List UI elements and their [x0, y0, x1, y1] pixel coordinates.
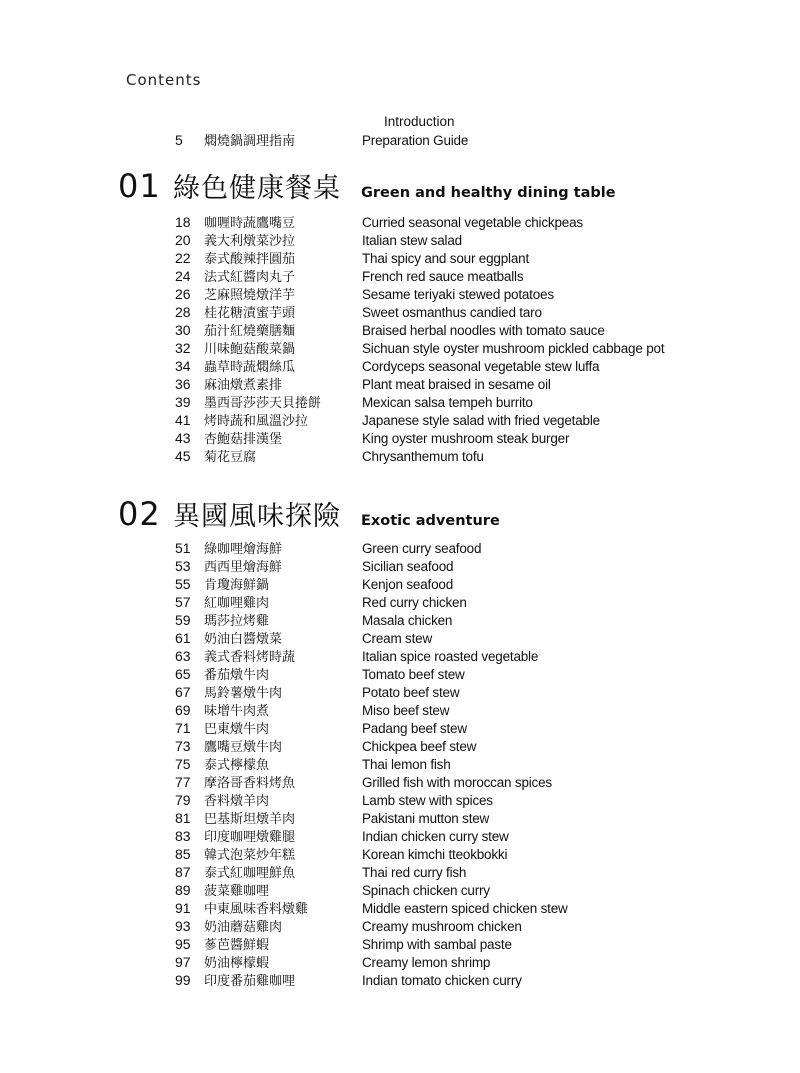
entry-title-zh: 番茄燉牛肉 — [204, 668, 270, 683]
entry-title-zh: 印度咖哩燉雞腿 — [204, 830, 296, 845]
entry-title-zh: 烤時蔬和風溫沙拉 — [204, 414, 309, 429]
section-title-zh: 異國風味探險 — [173, 501, 341, 532]
entry-title-en: Tomato beef stew — [362, 667, 465, 682]
toc-entry — [175, 249, 664, 267]
toc-entry — [175, 429, 664, 447]
page-number: 61 — [175, 630, 191, 646]
page-number: 51 — [175, 540, 191, 556]
toc-entry — [175, 393, 664, 411]
toc-entry — [175, 773, 568, 791]
entry-title-en: Grilled fish with moroccan spices — [362, 775, 552, 790]
entry-title-en: Indian tomato chicken curry — [362, 973, 522, 988]
page-number: 5 — [175, 132, 183, 148]
section-02-list — [175, 539, 568, 989]
entry-title-zh: 摩洛哥香料烤魚 — [204, 776, 296, 791]
entry-title-zh: 綠咖哩燴海鮮 — [204, 542, 283, 557]
entry-title-zh: 燜燒鍋調理指南 — [204, 134, 296, 149]
entry-title-zh: 川味鮑菇酸菜鍋 — [204, 342, 296, 357]
entry-title-en: Red curry chicken — [362, 595, 467, 610]
toc-entry — [175, 357, 664, 375]
entry-title-en: Thai lemon fish — [362, 757, 451, 772]
page-number: 81 — [175, 810, 191, 826]
entry-title-zh: 泰式紅咖哩鮮魚 — [204, 866, 296, 881]
toc-entry — [175, 719, 568, 737]
toc-entry — [175, 665, 568, 683]
entry-title-en: Italian stew salad — [362, 233, 462, 248]
section-02-header — [118, 494, 500, 533]
section-number: 01 — [118, 167, 161, 205]
entry-title-en: Cream stew — [362, 631, 433, 646]
page-number: 30 — [175, 322, 191, 338]
section-title-zh: 綠色健康餐桌 — [173, 173, 341, 204]
entry-title-zh: 蟲草時蔬燜絲瓜 — [204, 360, 296, 375]
toc-entry — [175, 611, 568, 629]
entry-title-zh: 味增牛肉煮 — [204, 704, 270, 719]
entry-title-zh: 鷹嘴豆燉牛肉 — [204, 740, 283, 755]
page-number: 77 — [175, 774, 191, 790]
entry-title-zh: 義大利燉菜沙拉 — [204, 234, 296, 249]
toc-entry — [175, 647, 568, 665]
entry-title-en: Sichuan style oyster mushroom pickled cabbage pot — [362, 341, 665, 356]
toc-entry — [175, 447, 664, 465]
entry-title-en: Braised herbal noodles with tomato sauce — [362, 323, 605, 338]
entry-title-zh: 墨西哥莎莎天貝捲餅 — [204, 396, 322, 411]
entry-title-en: Lamb stew with spices — [362, 793, 493, 808]
toc-entry — [175, 935, 568, 953]
entry-title-en: Padang beef stew — [362, 721, 467, 736]
toc-entry — [175, 285, 664, 303]
page-number: 83 — [175, 828, 191, 844]
toc-entry — [175, 971, 568, 989]
page-number: 89 — [175, 882, 191, 898]
entry-title-en: Curried seasonal vegetable chickpeas — [362, 215, 583, 230]
toc-entry — [175, 231, 664, 249]
entry-title-zh: 奶油蘑菇雞肉 — [204, 920, 283, 935]
toc-entry — [175, 899, 568, 917]
page-number: 85 — [175, 846, 191, 862]
toc-entry — [175, 881, 568, 899]
entry-title-en: Creamy mushroom chicken — [362, 919, 522, 934]
entry-title-en: Creamy lemon shrimp — [362, 955, 491, 970]
entry-title-zh: 瑪莎拉烤雞 — [204, 614, 270, 629]
entry-title-zh: 奶油檸檬蝦 — [204, 956, 270, 971]
page-number: 97 — [175, 954, 191, 970]
entry-title-en: Green curry seafood — [362, 541, 482, 556]
page-number: 63 — [175, 648, 191, 664]
entry-title-zh: 菊花豆腐 — [204, 450, 257, 465]
page-number: 65 — [175, 666, 191, 682]
toc-entry — [175, 213, 664, 231]
page-number: 93 — [175, 918, 191, 934]
toc-entry — [175, 827, 568, 845]
section-01-list — [175, 213, 664, 465]
entry-title-en: King oyster mushroom steak burger — [362, 431, 570, 446]
entry-title-zh: 義式香料烤時蔬 — [204, 650, 296, 665]
page-number: 39 — [175, 394, 191, 410]
entry-title-en: Miso beef stew — [362, 703, 450, 718]
page-number: 59 — [175, 612, 191, 628]
toc-entry — [175, 375, 664, 393]
page-number: 26 — [175, 286, 191, 302]
page-number: 41 — [175, 412, 191, 428]
toc-entry — [175, 953, 568, 971]
entry-title-en: Indian chicken curry stew — [362, 829, 509, 844]
page-number: 22 — [175, 250, 191, 266]
page-number: 24 — [175, 268, 191, 284]
page-number: 18 — [175, 214, 191, 230]
page-number: 43 — [175, 430, 191, 446]
toc-entry — [175, 629, 568, 647]
entry-title-zh: 紅咖哩雞肉 — [204, 596, 270, 611]
entry-title-en: Kenjon seafood — [362, 577, 454, 592]
entry-title-en: Mexican salsa tempeh burrito — [362, 395, 533, 410]
page-number: 57 — [175, 594, 191, 610]
toc-entry — [175, 683, 568, 701]
page-number: 71 — [175, 720, 191, 736]
toc-entry — [175, 593, 568, 611]
page-number: 28 — [175, 304, 191, 320]
toc-entry — [175, 339, 664, 357]
entry-title-en: Italian spice roasted vegetable — [362, 649, 539, 664]
toc-entry — [175, 303, 664, 321]
entry-title-en: Masala chicken — [362, 613, 453, 628]
toc-entry — [175, 575, 568, 593]
toc-entry — [175, 809, 568, 827]
page-number: 55 — [175, 576, 191, 592]
page-number: 20 — [175, 232, 191, 248]
entry-title-zh: 中東風味香料燉雞 — [204, 902, 309, 917]
toc-entry — [175, 791, 568, 809]
entry-title-zh: 法式紅醬肉丸子 — [204, 270, 296, 285]
page-number: 87 — [175, 864, 191, 880]
entry-title-zh: 泰式檸檬魚 — [204, 758, 270, 773]
page-number: 45 — [175, 448, 191, 464]
toc-entry — [175, 267, 664, 285]
entry-title-zh: 巴東燉牛肉 — [204, 722, 270, 737]
toc-entry — [175, 131, 468, 149]
intro-section-title: Introduction — [384, 114, 455, 129]
entry-title-en: Cordyceps seasonal vegetable stew luffa — [362, 359, 600, 374]
entry-title-zh: 茄汁紅燒藥膳麵 — [204, 324, 296, 339]
entry-title-en: Middle eastern spiced chicken stew — [362, 901, 568, 916]
toc-entry — [175, 737, 568, 755]
entry-title-zh: 芝麻照燒燉洋芋 — [204, 288, 296, 303]
entry-title-en: Thai red curry fish — [362, 865, 467, 880]
page-number: 36 — [175, 376, 191, 392]
entry-title-en: Spinach chicken curry — [362, 883, 490, 898]
entry-title-zh: 咖喱時蔬鷹嘴豆 — [204, 216, 296, 231]
entry-title-en: Pakistani mutton stew — [362, 811, 490, 826]
entry-title-zh: 馬鈴薯燉牛肉 — [204, 686, 283, 701]
entry-title-en: Plant meat braised in sesame oil — [362, 377, 551, 392]
toc-entry — [175, 863, 568, 881]
entry-title-zh: 香料燉羊肉 — [204, 794, 270, 809]
page-number: 69 — [175, 702, 191, 718]
toc-entry — [175, 845, 568, 863]
entry-title-zh: 肯瓊海鮮鍋 — [204, 578, 270, 593]
entry-title-en: Chickpea beef stew — [362, 739, 477, 754]
entry-title-en: Sweet osmanthus candied taro — [362, 305, 542, 320]
page-number: 53 — [175, 558, 191, 574]
page-title: Contents — [126, 71, 202, 89]
toc-entry — [175, 701, 568, 719]
entry-title-zh: 奶油白醬燉菜 — [204, 632, 283, 647]
entry-title-en: Japanese style salad with fried vegetable — [362, 413, 600, 428]
section-01-header — [118, 166, 616, 205]
entry-title-en: Preparation Guide — [362, 133, 469, 148]
section-title-en: Exotic adventure — [361, 513, 500, 529]
entry-title-zh: 菠菜雞咖哩 — [204, 884, 270, 899]
toc-entry — [175, 917, 568, 935]
section-title-en: Green and healthy dining table — [361, 185, 616, 201]
entry-title-zh: 麻油燉煮素排 — [204, 378, 283, 393]
page-number: 73 — [175, 738, 191, 754]
entry-title-zh: 西西里燴海鮮 — [204, 560, 283, 575]
page-number: 99 — [175, 972, 191, 988]
entry-title-en: Korean kimchi tteokbokki — [362, 847, 508, 862]
entry-title-en: French red sauce meatballs — [362, 269, 524, 284]
toc-entry — [175, 411, 664, 429]
entry-title-en: Sicilian seafood — [362, 559, 454, 574]
entry-title-en: Sesame teriyaki stewed potatoes — [362, 287, 554, 302]
entry-title-en: Potato beef stew — [362, 685, 460, 700]
page-number: 79 — [175, 792, 191, 808]
page-number: 95 — [175, 936, 191, 952]
toc-entry — [175, 321, 664, 339]
page-number: 34 — [175, 358, 191, 374]
entry-title-zh: 桂花糖漬蜜芋頭 — [204, 306, 296, 321]
page-number: 67 — [175, 684, 191, 700]
page-number: 91 — [175, 900, 191, 916]
entry-title-en: Chrysanthemum tofu — [362, 449, 484, 464]
entry-title-zh: 印度番茄雞咖哩 — [204, 974, 296, 989]
entry-title-zh: 韓式泡菜炒年糕 — [204, 848, 296, 863]
entry-title-zh: 杏鮑菇排漢堡 — [204, 432, 283, 447]
entry-title-zh: 巴基斯坦燉羊肉 — [204, 812, 296, 827]
entry-title-en: Thai spicy and sour eggplant — [362, 251, 530, 266]
entry-title-zh: 泰式酸辣拌圓茄 — [204, 252, 296, 267]
toc-entry — [175, 539, 568, 557]
page-number: 75 — [175, 756, 191, 772]
section-number: 02 — [118, 495, 161, 533]
page-number: 32 — [175, 340, 191, 356]
toc-entry — [175, 755, 568, 773]
toc-entry — [175, 557, 568, 575]
entry-title-zh: 蔘芭醬鮮蝦 — [204, 938, 270, 953]
entry-title-en: Shrimp with sambal paste — [362, 937, 512, 952]
